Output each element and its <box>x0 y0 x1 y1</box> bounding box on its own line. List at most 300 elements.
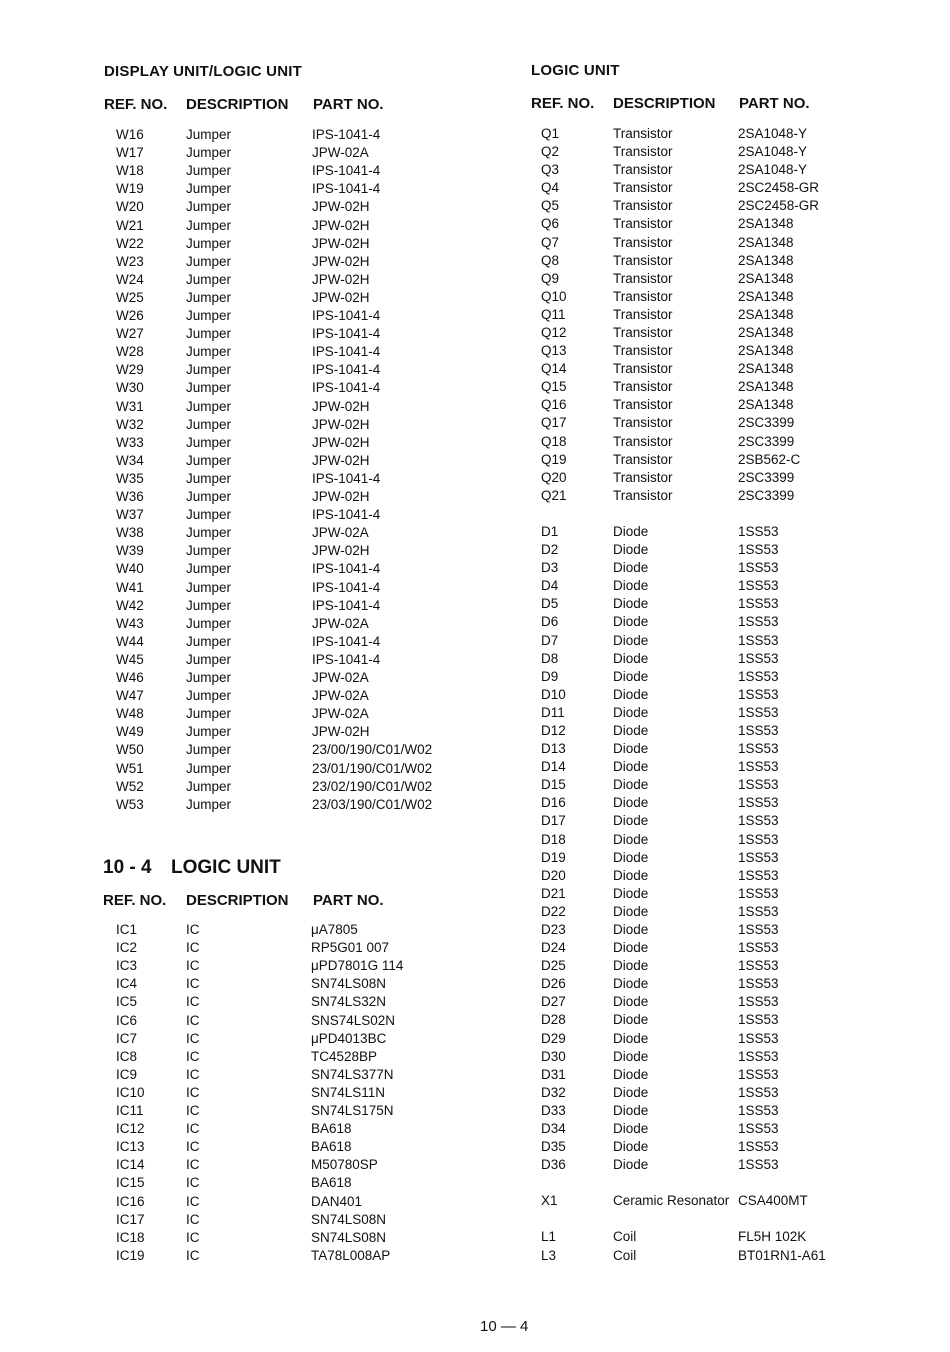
part-cell: 1SS53 <box>738 795 779 811</box>
ref-cell: IC1 <box>116 922 138 937</box>
ref-cell: D9 <box>541 668 559 684</box>
ref-cell: Q3 <box>541 162 560 178</box>
desc-cell: Jumper <box>186 615 232 631</box>
ref-cell: Q11 <box>541 306 566 322</box>
desc-cell: Diode <box>613 704 649 720</box>
desc-cell: Diode <box>613 1120 649 1136</box>
ref-cell: D20 <box>541 867 566 883</box>
desc-cell: Jumper <box>186 778 232 794</box>
part-cell: 1SS53 <box>738 1157 779 1173</box>
ref-cell: D26 <box>541 976 566 992</box>
ref-cell: Q15 <box>541 379 567 395</box>
part-cell: IPS-1041-4 <box>312 470 381 486</box>
ref-cell: D25 <box>541 958 566 974</box>
desc-cell: Diode <box>613 1157 649 1173</box>
desc-cell: Transistor <box>613 234 673 250</box>
desc-cell: IC <box>186 1103 200 1118</box>
desc-cell: Diode <box>613 523 649 539</box>
ref-cell: D12 <box>541 722 566 738</box>
part-cell: 1SS53 <box>738 921 779 937</box>
left-section-title: DISPLAY UNIT/LOGIC UNIT <box>104 63 302 80</box>
desc-cell: Diode <box>613 903 649 919</box>
left-desc-header: DESCRIPTION <box>186 96 289 113</box>
part-cell: 23/03/190/C01/W02 <box>312 796 433 812</box>
part-cell: 2SA1348 <box>738 270 794 286</box>
ref-cell: W24 <box>116 271 144 287</box>
part-cell: JPW-02H <box>312 452 370 468</box>
ref-cell: Q17 <box>541 415 567 431</box>
section-number: 10 - 4 <box>103 857 152 878</box>
part-cell: IPS-1041-4 <box>312 127 381 142</box>
desc-cell: Diode <box>613 650 649 666</box>
desc-cell: Jumper <box>186 543 232 559</box>
ic-ref-header: REF. NO. <box>103 892 167 909</box>
ref-cell: IC15 <box>116 1175 145 1191</box>
ref-cell: D24 <box>541 940 566 956</box>
part-cell: TC4528BP <box>311 1048 378 1064</box>
ref-cell: D27 <box>541 994 566 1010</box>
part-cell: μA7805 <box>311 922 358 937</box>
desc-cell: Jumper <box>186 289 232 305</box>
ref-cell: Q13 <box>541 343 567 359</box>
desc-cell: IC <box>186 940 200 956</box>
part-cell: 1SS53 <box>738 523 779 539</box>
part-cell: 1SS53 <box>738 560 779 576</box>
ref-cell: Q16 <box>541 397 567 413</box>
ref-cell: D22 <box>541 903 566 919</box>
part-cell: IPS-1041-4 <box>312 163 381 179</box>
ref-cell: D18 <box>541 831 566 847</box>
part-cell: 1SS53 <box>738 1048 779 1064</box>
desc-cell: Transistor <box>613 270 673 286</box>
ref-cell: Q21 <box>541 487 567 503</box>
desc-cell: Jumper <box>186 398 232 414</box>
part-cell: JPW-02H <box>312 235 370 251</box>
ref-cell: D15 <box>541 777 566 793</box>
desc-cell: IC <box>186 1211 200 1227</box>
ref-cell: W46 <box>116 670 144 685</box>
part-cell: JPW-02A <box>312 145 369 161</box>
desc-cell: IC <box>186 1175 200 1191</box>
ref-cell: D34 <box>541 1120 566 1136</box>
part-cell: SN74LS377N <box>311 1066 394 1082</box>
desc-cell: Jumper <box>186 362 232 378</box>
desc-cell: Jumper <box>186 579 232 595</box>
part-cell: IPS-1041-4 <box>312 651 381 667</box>
ref-cell: D32 <box>541 1084 566 1100</box>
ref-cell: Q12 <box>541 324 567 340</box>
ref-cell: D30 <box>541 1048 566 1064</box>
desc-cell: Transistor <box>613 126 673 141</box>
desc-cell: IC <box>186 1066 200 1082</box>
ref-cell: W47 <box>116 688 144 704</box>
part-cell: 1SS53 <box>738 1084 779 1100</box>
desc-cell: IC <box>186 958 200 974</box>
desc-cell: IC <box>186 1084 200 1100</box>
ref-cell: W33 <box>116 434 144 450</box>
ref-cell: D2 <box>541 542 559 558</box>
desc-cell: Transistor <box>613 252 673 268</box>
desc-cell: Jumper <box>186 308 232 323</box>
desc-cell: IC <box>186 1229 200 1245</box>
ref-cell: IC11 <box>116 1103 144 1118</box>
part-cell: JPW-02H <box>312 398 370 414</box>
ref-cell: D16 <box>541 795 566 811</box>
ref-cell: D3 <box>541 560 559 576</box>
ref-cell: D31 <box>541 1066 566 1082</box>
desc-cell: Jumper <box>186 688 232 704</box>
desc-cell: Transistor <box>613 343 673 359</box>
ref-cell: W53 <box>116 796 144 812</box>
desc-cell: IC <box>186 1048 200 1064</box>
right-ref-header: REF. NO. <box>531 95 595 112</box>
desc-cell: Transistor <box>613 144 673 160</box>
desc-cell: Diode <box>613 885 649 901</box>
desc-cell: Diode <box>613 813 649 829</box>
part-cell: JPW-02H <box>312 217 370 233</box>
ref-cell: D29 <box>541 1030 566 1046</box>
part-cell: IPS-1041-4 <box>312 507 381 523</box>
part-cell: 1SS53 <box>738 867 779 883</box>
desc-cell: Coil <box>613 1247 637 1263</box>
desc-cell: Transistor <box>613 162 673 178</box>
part-cell: 1SS53 <box>738 542 779 558</box>
part-cell: 2SC3399 <box>738 433 795 449</box>
ref-cell: IC5 <box>116 994 138 1010</box>
desc-cell: IC <box>186 1193 200 1209</box>
part-cell: IPS-1041-4 <box>312 326 381 342</box>
part-cell: DAN401 <box>311 1193 363 1209</box>
ref-cell: W34 <box>116 452 144 468</box>
part-cell: 2SC3399 <box>738 415 795 431</box>
desc-cell: Diode <box>613 1048 649 1064</box>
part-cell: SN74LS08N <box>311 1229 387 1245</box>
part-cell: BT01RN1-A61 <box>738 1247 826 1263</box>
ref-cell: IC7 <box>116 1030 138 1046</box>
desc-cell: Transistor <box>613 487 673 503</box>
part-cell: JPW-02A <box>312 706 369 722</box>
desc-cell: Jumper <box>186 163 232 179</box>
part-cell: CSA400MT <box>738 1193 808 1209</box>
ref-cell: D4 <box>541 578 559 594</box>
ref-cell: D14 <box>541 759 566 775</box>
desc-cell: IC <box>186 922 200 937</box>
desc-cell: Jumper <box>186 561 232 577</box>
ref-cell: IC10 <box>116 1084 145 1100</box>
part-cell: 1SS53 <box>738 578 779 594</box>
desc-cell: Diode <box>613 958 649 974</box>
ref-cell: W49 <box>116 724 144 740</box>
part-cell: JPW-02A <box>312 688 369 704</box>
part-cell: 2SA1348 <box>738 324 794 340</box>
desc-cell: Transistor <box>613 288 673 304</box>
part-cell: FL5H 102K <box>738 1229 807 1245</box>
ref-cell: Q18 <box>541 433 567 449</box>
part-cell: 1SS53 <box>738 1012 779 1028</box>
desc-cell: Ceramic Resonator <box>613 1193 730 1209</box>
ref-cell: IC17 <box>116 1211 145 1227</box>
desc-cell: IC <box>186 1121 200 1137</box>
desc-cell: Diode <box>613 1139 649 1155</box>
desc-cell: IC <box>186 1012 200 1028</box>
part-cell: 2SA1348 <box>738 379 794 395</box>
ref-cell: W16 <box>116 127 144 142</box>
ref-cell: Q14 <box>541 361 567 377</box>
ref-cell: W21 <box>116 217 144 233</box>
ref-cell: D11 <box>541 704 565 720</box>
ref-cell: W41 <box>116 579 144 595</box>
part-cell: 1SS53 <box>738 704 779 720</box>
part-cell: JPW-02A <box>312 615 369 631</box>
ref-cell: Q4 <box>541 180 560 196</box>
part-cell: 2SC2458-GR <box>738 198 820 214</box>
part-cell: SN74LS175N <box>311 1103 394 1118</box>
ref-cell: IC8 <box>116 1048 138 1064</box>
ref-cell: W52 <box>116 778 144 794</box>
ref-cell: IC18 <box>116 1229 145 1245</box>
part-cell: 2SA1048-Y <box>738 126 808 141</box>
desc-cell: Transistor <box>613 415 673 431</box>
desc-cell: Diode <box>613 759 649 775</box>
part-cell: SN74LS08N <box>311 1211 387 1227</box>
part-cell: 1SS53 <box>738 1120 779 1136</box>
ref-cell: D7 <box>541 632 559 648</box>
desc-cell: IC <box>186 994 200 1010</box>
ref-cell: W40 <box>116 561 144 577</box>
ref-cell: W18 <box>116 163 144 179</box>
left-part-header: PART NO. <box>313 96 384 113</box>
ref-cell: Q19 <box>541 451 567 467</box>
ref-cell: W35 <box>116 470 144 486</box>
part-cell: 1SS53 <box>738 940 779 956</box>
part-cell: 1SS53 <box>738 759 779 775</box>
part-cell: IPS-1041-4 <box>312 308 381 323</box>
ref-cell: IC6 <box>116 1012 138 1028</box>
desc-cell: Diode <box>613 741 649 757</box>
desc-cell: IC <box>186 1030 200 1046</box>
part-cell: 2SA1348 <box>738 397 794 413</box>
ref-cell: Q8 <box>541 252 560 268</box>
part-cell: SN74LS11N <box>311 1084 386 1100</box>
ref-cell: W30 <box>116 380 144 396</box>
desc-cell: Diode <box>613 994 649 1010</box>
part-cell: TA78L008AP <box>311 1247 391 1263</box>
part-cell: JPW-02H <box>312 271 370 287</box>
part-cell: IPS-1041-4 <box>312 597 381 613</box>
part-cell: 2SA1348 <box>738 252 794 268</box>
ref-cell: IC2 <box>116 940 138 956</box>
part-cell: 1SS53 <box>738 885 779 901</box>
part-cell: 2SC3399 <box>738 469 795 485</box>
desc-cell: Jumper <box>186 760 232 776</box>
ref-cell: W44 <box>116 633 144 649</box>
ref-cell: W27 <box>116 326 144 342</box>
right-desc-header: DESCRIPTION <box>613 95 716 112</box>
part-cell: 1SS53 <box>738 614 779 630</box>
desc-cell: Diode <box>613 722 649 738</box>
ref-cell: D10 <box>541 686 566 702</box>
ref-cell: Q7 <box>541 234 560 250</box>
ref-cell: IC3 <box>116 958 138 974</box>
ref-cell: Q10 <box>541 288 567 304</box>
desc-cell: Jumper <box>186 235 232 251</box>
ic-desc-header: DESCRIPTION <box>186 892 289 909</box>
desc-cell: Diode <box>613 849 649 865</box>
ref-cell: Q20 <box>541 469 567 485</box>
part-cell: 23/02/190/C01/W02 <box>312 778 433 794</box>
desc-cell: Jumper <box>186 127 232 142</box>
part-cell: μPD7801G 114 <box>311 958 404 974</box>
ref-cell: W22 <box>116 235 144 251</box>
ref-cell: W25 <box>116 289 144 305</box>
ref-cell: W26 <box>116 308 144 323</box>
part-cell: JPW-02H <box>312 289 370 305</box>
part-cell: IPS-1041-4 <box>312 181 381 197</box>
ref-cell: W28 <box>116 344 144 360</box>
ref-cell: IC4 <box>116 976 138 992</box>
ref-cell: W32 <box>116 416 144 432</box>
ref-cell: D21 <box>541 885 566 901</box>
part-cell: IPS-1041-4 <box>312 633 381 649</box>
desc-cell: IC <box>186 1247 200 1263</box>
part-cell: 1SS53 <box>738 650 779 666</box>
desc-cell: Diode <box>613 686 649 702</box>
part-cell: SN74LS32N <box>311 994 387 1010</box>
part-cell: SN74LS08N <box>311 976 387 992</box>
desc-cell: Diode <box>613 795 649 811</box>
part-cell: 1SS53 <box>738 813 779 829</box>
desc-cell: Jumper <box>186 271 232 287</box>
desc-cell: IC <box>186 976 200 992</box>
ref-cell: D1 <box>541 523 559 539</box>
desc-cell: Transistor <box>613 324 673 340</box>
part-cell: 2SC2458-GR <box>738 180 820 196</box>
ref-cell: IC13 <box>116 1139 145 1155</box>
part-cell: IPS-1041-4 <box>312 362 381 378</box>
part-cell: JPW-02H <box>312 253 370 269</box>
desc-cell: Transistor <box>613 306 673 322</box>
right-part-header: PART NO. <box>739 95 810 112</box>
part-cell: M50780SP <box>311 1157 378 1173</box>
part-cell: 1SS53 <box>738 1066 779 1082</box>
ref-cell: D5 <box>541 596 559 612</box>
part-cell: 23/00/190/C01/W02 <box>312 742 433 758</box>
ref-cell: L3 <box>541 1247 557 1263</box>
desc-cell: Diode <box>613 1102 649 1118</box>
desc-cell: Jumper <box>186 344 232 360</box>
ref-cell: W23 <box>116 253 144 269</box>
ref-cell: L1 <box>541 1229 557 1245</box>
ref-cell: D28 <box>541 1012 566 1028</box>
desc-cell: Diode <box>613 560 649 576</box>
desc-cell: Transistor <box>613 433 673 449</box>
part-cell: 1SS53 <box>738 722 779 738</box>
part-cell: RP5G01 007 <box>311 940 390 956</box>
part-cell: 2SA1348 <box>738 288 794 304</box>
part-cell: 23/01/190/C01/W02 <box>312 760 433 776</box>
ref-cell: D19 <box>541 849 566 865</box>
desc-cell: Diode <box>613 1084 649 1100</box>
ref-cell: W43 <box>116 615 144 631</box>
desc-cell: Diode <box>613 1030 649 1046</box>
ref-cell: IC14 <box>116 1157 145 1173</box>
part-cell: 2SA1048-Y <box>738 144 808 160</box>
desc-cell: Diode <box>613 668 649 684</box>
desc-cell: Jumper <box>186 145 232 161</box>
ref-cell: IC12 <box>116 1121 145 1137</box>
part-cell: 2SB562-C <box>738 451 801 467</box>
desc-cell: Jumper <box>186 489 232 504</box>
part-cell: JPW-02H <box>312 543 370 559</box>
part-cell: 2SA1348 <box>738 361 794 377</box>
desc-cell: Transistor <box>613 379 673 395</box>
desc-cell: IC <box>186 1157 200 1173</box>
part-cell: 1SS53 <box>738 958 779 974</box>
part-cell: IPS-1041-4 <box>312 579 381 595</box>
ref-cell: W48 <box>116 706 144 722</box>
ref-cell: W36 <box>116 489 144 504</box>
ref-cell: X1 <box>541 1193 558 1209</box>
desc-cell: Transistor <box>613 361 673 377</box>
desc-cell: Diode <box>613 542 649 558</box>
desc-cell: Jumper <box>186 742 232 758</box>
part-cell: IPS-1041-4 <box>312 380 381 396</box>
part-cell: 2SA1048-Y <box>738 162 808 178</box>
desc-cell: Jumper <box>186 651 232 667</box>
desc-cell: Transistor <box>613 469 673 485</box>
part-cell: BA618 <box>311 1139 352 1155</box>
ref-cell: IC9 <box>116 1066 138 1082</box>
section-heading-title: LOGIC UNIT <box>171 857 281 878</box>
ref-cell: W37 <box>116 507 144 523</box>
part-cell: 1SS53 <box>738 668 779 684</box>
part-cell: IPS-1041-4 <box>312 344 381 360</box>
part-cell: μPD4013BC <box>311 1030 387 1046</box>
desc-cell: Jumper <box>186 470 232 486</box>
ref-cell: D36 <box>541 1157 566 1173</box>
ref-cell: Q5 <box>541 198 560 214</box>
ref-cell: W51 <box>116 760 144 776</box>
desc-cell: Jumper <box>186 326 232 342</box>
desc-cell: Jumper <box>186 181 232 197</box>
part-cell: IPS-1041-4 <box>312 561 381 577</box>
ref-cell: W39 <box>116 543 144 559</box>
ref-cell: W29 <box>116 362 144 378</box>
ref-cell: W38 <box>116 525 144 541</box>
ref-cell: Q9 <box>541 270 560 286</box>
ref-cell: D6 <box>541 614 559 630</box>
part-cell: 1SS53 <box>738 632 779 648</box>
part-cell: 1SS53 <box>738 777 779 793</box>
ref-cell: Q2 <box>541 144 560 160</box>
desc-cell: Jumper <box>186 597 232 613</box>
desc-cell: Jumper <box>186 434 232 450</box>
part-cell: 2SA1348 <box>738 343 794 359</box>
part-cell: 1SS53 <box>738 1030 779 1046</box>
desc-cell: Diode <box>613 831 649 847</box>
desc-cell: Transistor <box>613 216 673 232</box>
desc-cell: Jumper <box>186 452 232 468</box>
ref-cell: IC16 <box>116 1193 145 1209</box>
part-cell: 1SS53 <box>738 1102 779 1118</box>
ref-cell: D33 <box>541 1102 566 1118</box>
desc-cell: Diode <box>613 596 649 612</box>
part-cell: 1SS53 <box>738 994 779 1010</box>
ref-cell: W19 <box>116 181 144 197</box>
desc-cell: Jumper <box>186 724 232 740</box>
desc-cell: Diode <box>613 867 649 883</box>
desc-cell: Diode <box>613 940 649 956</box>
